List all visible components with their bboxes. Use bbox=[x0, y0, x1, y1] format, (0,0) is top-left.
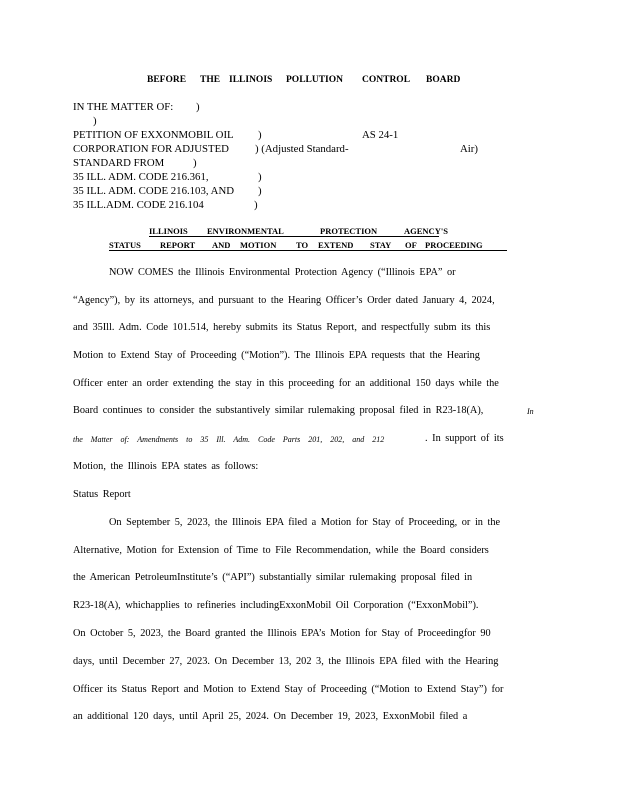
title-word-of: OF bbox=[405, 240, 417, 250]
title-word-agencys: AGENCY'S bbox=[404, 226, 448, 236]
body-line: days, until December 27, 2023. On December 13, 202 3, the Illinois EPA filed with the Hearing bbox=[73, 656, 499, 667]
caption-petition: PETITION OF EXXONMOBIL OIL bbox=[73, 129, 234, 141]
title-word-proceeding: PROCEEDING bbox=[425, 240, 483, 250]
title-word-stay: STAY bbox=[370, 240, 392, 250]
caption-paren: ) bbox=[258, 129, 262, 141]
body-line: Officer enter an order extending the stay in this proceeding for an additional 150 days while the bbox=[73, 378, 499, 389]
body-line: Motion to Extend Stay of Proceeding (“Motion”). The Illinois EPA requests that the Hearing bbox=[73, 350, 480, 361]
header-word-control: CONTROL bbox=[362, 75, 411, 85]
title-word-illinois: ILLINOIS bbox=[149, 226, 188, 236]
body-line: . In support of its bbox=[425, 433, 504, 444]
caption-paren: ) bbox=[93, 115, 97, 127]
body-line: and 35Ill. Adm. Code 101.514, hereby submits its Status Report, and respectfully subm its this bbox=[73, 322, 491, 333]
caption-code-1: 35 ILL. ADM. CODE 216.361, bbox=[73, 171, 209, 183]
body-line: the American PetroleumInstitute’s (“API”) substantially similar rulemaking proposal filed in bbox=[73, 572, 473, 583]
title-word-and: AND bbox=[212, 240, 231, 250]
title-word-report: REPORT bbox=[160, 240, 196, 250]
title-word-to: TO bbox=[296, 240, 309, 250]
title-word-status: STATUS bbox=[109, 240, 141, 250]
caption-paren: ) bbox=[196, 101, 200, 113]
title-word-environmental: ENVIRONMENTAL bbox=[207, 226, 284, 236]
caption-in-the-matter: IN THE MATTER OF: bbox=[73, 101, 174, 113]
section-heading: Status Report bbox=[73, 489, 131, 500]
body-line: R23-18(A), whichapplies to refineries includingExxonMobil Oil Corporation (“ExxonMobil”). bbox=[73, 600, 479, 611]
header-word-pollution: POLLUTION bbox=[286, 75, 344, 85]
header-word-the: THE bbox=[200, 75, 221, 85]
body-line: On September 5, 2023, the Illinois EPA filed a Motion for Stay of Proceeding, or in the bbox=[109, 517, 501, 528]
body-line: On October 5, 2023, the Board granted the Illinois EPA’s Motion for Stay of Proceedingfor 90 bbox=[73, 628, 491, 639]
body-line: NOW COMES the Illinois Environmental Protection Agency (“Illinois EPA” or bbox=[109, 267, 456, 278]
header-word-board: BOARD bbox=[426, 75, 461, 85]
citation-italic: In bbox=[527, 407, 534, 416]
caption-paren: ) bbox=[258, 185, 262, 197]
caption-air: Air) bbox=[460, 143, 478, 155]
case-number: AS 24-1 bbox=[362, 129, 399, 141]
body-line: an additional 120 days, until April 25, 2024. On December 19, 2023, ExxonMobil filed a bbox=[73, 711, 468, 722]
title-underline bbox=[149, 236, 439, 237]
caption-paren: ) bbox=[254, 199, 258, 211]
caption-adjusted-standard: ) (Adjusted Standard- bbox=[255, 143, 349, 155]
title-word-extend: EXTEND bbox=[318, 240, 354, 250]
header-word-before: BEFORE bbox=[147, 75, 187, 85]
body-line: Alternative, Motion for Extension of Time to File Recommendation, while the Board considers bbox=[73, 545, 489, 556]
title-underline bbox=[109, 250, 507, 251]
body-line: Motion, the Illinois EPA states as follows: bbox=[73, 461, 259, 472]
caption-code-3: 35 ILL.ADM. CODE 216.104 bbox=[73, 199, 204, 211]
caption-corporation: CORPORATION FOR ADJUSTED bbox=[73, 143, 229, 155]
title-word-motion: MOTION bbox=[240, 240, 277, 250]
header-word-illinois: ILLINOIS bbox=[229, 75, 273, 85]
caption-standard-from: STANDARD FROM bbox=[73, 157, 165, 169]
title-word-protection: PROTECTION bbox=[320, 226, 378, 236]
caption-paren: ) bbox=[258, 171, 262, 183]
body-line: “Agency”), by its attorneys, and pursuant to the Hearing Officer’s Order dated January 4, 2024, bbox=[73, 295, 495, 306]
body-line: Board continues to consider the substantively similar rulemaking proposal filed in R23-18(A), bbox=[73, 405, 484, 416]
caption-paren: ) bbox=[193, 157, 197, 169]
body-line: Officer its Status Report and Motion to Extend Stay of Proceeding (“Motion to Extend Stay”) for bbox=[73, 684, 504, 695]
caption-code-2: 35 ILL. ADM. CODE 216.103, AND bbox=[73, 185, 235, 197]
citation-italic: the Matter of: Amendments to 35 Ill. Adm. Code Parts 201, 202, and 212 bbox=[73, 435, 385, 444]
